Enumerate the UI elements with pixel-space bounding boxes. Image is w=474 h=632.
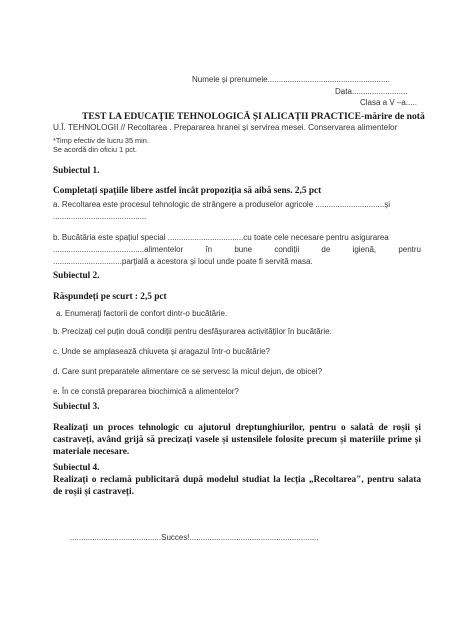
section3-heading: Subiectul 3. (53, 402, 100, 412)
page-title: TEST LA EDUCAȚIE TEHNOLOGICĂ ȘI ALICAȚII PRACTICE-mărire de notă (82, 111, 425, 122)
section1-item-b-line2: .........................................alimentelor în bune condiții de igienă, pentru (53, 245, 421, 254)
section4-line2: de roșii și castraveți. (53, 487, 134, 497)
closing-line: .........................................Succes!.......................................................... (70, 533, 319, 542)
name-field-line: Numele și prenumele....................................................... (192, 75, 390, 84)
section1-heading: Subiectul 1. (53, 166, 100, 176)
section1-item-a-line2: .......................................... (53, 212, 147, 221)
section2-heading: Subiectul 2. (53, 271, 100, 281)
section2-item-c: c. Unde se amplasează chiuveta și aragazul într-o bucătărie? (53, 347, 271, 356)
unit-subtitle: U.Î. TEHNOLOGII // Recoltarea . Prepararea hranei și servirea mesei. Conservarea alimentelor (53, 123, 398, 132)
class-field-line: Clasa a V –a..... (360, 98, 417, 107)
section2-item-a: a. Enumerați factorii de confort dintr-o bucătărie. (56, 309, 228, 318)
section3-line3: materiale necesare. (53, 447, 130, 457)
section1-item-b-line3: ...............................parțială a acestora și locul unde poate fi servită masa. (53, 257, 313, 266)
section2-item-d: d. Care sunt preparatele alimentare ce se servesc la micul dejun, de obicei? (53, 367, 323, 376)
office-points-note: Se acordă din oficiu 1 pct. (53, 145, 137, 154)
section2-instruction: Răspundeți pe scurt : 2,5 pct (53, 292, 167, 302)
section3-line1: Realizați un proces tehnologic cu ajutorul dreptunghiurilor, pentru o salată de roșii și (53, 423, 421, 433)
section1-item-b-line1: b. Bucătăria este spațiul special ..................................cu toate cele necesare pentru asigurarea (53, 233, 389, 242)
section1-item-a-line1: a. Recoltarea este procesul tehnologic de strângere a produselor agricole ...............................și (53, 200, 391, 209)
time-note: *Timp efectiv de lucru 35 min. (53, 136, 149, 145)
section4-heading: Subiectul 4. (53, 463, 100, 473)
section2-item-b: b. Precizați cel puțin două condiții pentru desfășurarea activităților în bucătărie. (53, 327, 332, 336)
section3-line2: castraveți, având grijă să precizați vasele și ustensilele folosite precum și materiile prime și (53, 435, 421, 445)
section2-item-e: e. În ce constă prepararea biochimică a alimentelor? (53, 387, 239, 396)
date-field-line: Data......................... (335, 87, 408, 96)
section1-instruction: Completați spațiile libere astfel încât propoziția să aibă sens. 2,5 pct (53, 186, 322, 196)
section4-line1: Realizați o reclamă publicitară după modelul studiat la lecția „Recoltarea", pentru salata (53, 475, 421, 485)
